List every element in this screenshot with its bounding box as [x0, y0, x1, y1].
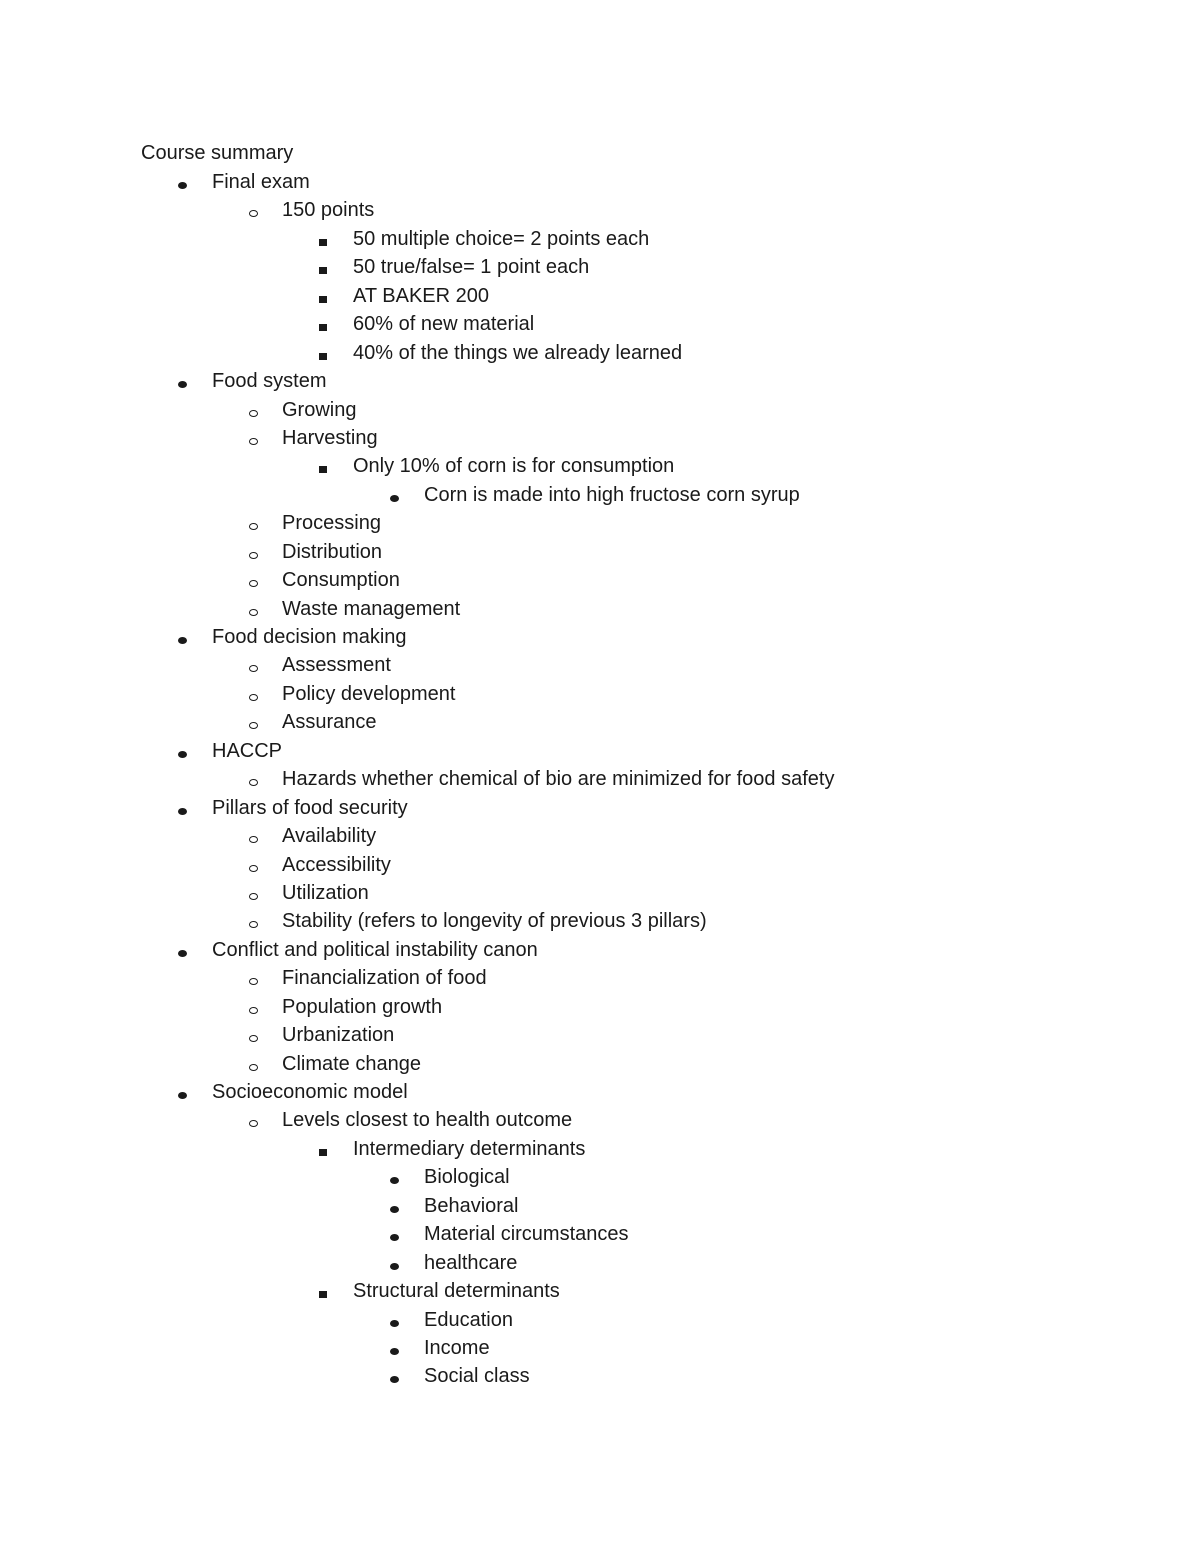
list-item [0, 568, 1200, 596]
list-item [0, 1023, 1200, 1051]
list-item [0, 1364, 1200, 1392]
list-item-text: Conflict and political instability canon [212, 938, 538, 961]
list-item [0, 198, 1200, 226]
hollow-bullet-icon [249, 722, 258, 729]
list-item-text: 50 true/false= 1 point each [353, 256, 590, 279]
hollow-bullet-icon [249, 978, 258, 985]
list-item-text: Climate change [282, 1052, 421, 1075]
list-item-text: Policy development [282, 682, 456, 705]
list-item [0, 710, 1200, 738]
list-item-text: Availability [282, 825, 377, 848]
list-item-text: Corn is made into high fructose corn syrup [424, 483, 800, 506]
list-item-text: Population growth [282, 995, 443, 1018]
list-item-text: Food system [212, 370, 327, 393]
list-item [0, 682, 1200, 710]
list-item [0, 597, 1200, 625]
list-item [0, 938, 1200, 966]
list-item-text: Hazards whether chemical of bio are minimized for food safety [282, 768, 835, 791]
list-item [0, 653, 1200, 681]
bullet-outline [0, 170, 1200, 1393]
hollow-bullet-icon [249, 921, 258, 928]
list-item-text: healthcare [424, 1251, 518, 1274]
hollow-bullet-icon [249, 210, 258, 217]
list-item [0, 625, 1200, 653]
list-item [0, 1108, 1200, 1136]
list-item-text: Pillars of food security [212, 796, 408, 819]
filled-bullet-icon [390, 1263, 399, 1270]
hollow-bullet-icon [249, 552, 258, 559]
filled-bullet-icon [390, 1234, 399, 1241]
hollow-bullet-icon [249, 1007, 258, 1014]
square-bullet-icon [319, 1149, 327, 1156]
list-item-text: Stability (refers to longevity of previous 3 pillars) [282, 910, 707, 933]
list-item [0, 1080, 1200, 1108]
list-item [0, 966, 1200, 994]
filled-bullet-icon [178, 751, 187, 758]
square-bullet-icon [319, 296, 327, 303]
hollow-bullet-icon [249, 523, 258, 530]
square-bullet-icon [319, 466, 327, 473]
list-item-text: Food decision making [212, 626, 407, 648]
filled-bullet-icon [390, 1320, 399, 1327]
list-item-text: Education [424, 1308, 513, 1331]
list-item [0, 995, 1200, 1023]
hollow-bullet-icon [249, 665, 258, 672]
square-bullet-icon [319, 239, 327, 246]
list-item-text: Behavioral [424, 1194, 519, 1217]
hollow-bullet-icon [249, 836, 258, 843]
list-item-text: Growing [282, 398, 357, 421]
list-item-text: Consumption [282, 569, 400, 592]
list-item-text: Income [424, 1336, 490, 1359]
filled-bullet-icon [178, 637, 187, 644]
list-item-text: Structural determinants [353, 1280, 560, 1303]
list-item-text: Intermediary determinants [353, 1137, 586, 1160]
square-bullet-icon [319, 1291, 327, 1298]
list-item [0, 483, 1200, 511]
filled-bullet-icon [178, 182, 187, 189]
list-item [0, 824, 1200, 852]
list-item [0, 739, 1200, 767]
list-item-text: Distribution [282, 540, 383, 563]
list-item [0, 1336, 1200, 1364]
list-item-text: 60% of new material [353, 313, 535, 336]
list-item [0, 454, 1200, 482]
list-item [0, 796, 1200, 824]
hollow-bullet-icon [249, 893, 258, 900]
list-item [0, 1137, 1200, 1165]
list-item-text: Final exam [212, 171, 310, 193]
list-item-text: Social class [424, 1365, 530, 1388]
filled-bullet-icon [390, 1206, 399, 1213]
filled-bullet-icon [178, 381, 187, 388]
list-item [0, 1052, 1200, 1080]
list-item [0, 1279, 1200, 1307]
list-item-text: Levels closest to health outcome [282, 1109, 573, 1132]
list-item [0, 341, 1200, 369]
list-item [0, 1165, 1200, 1193]
list-item-text: Material circumstances [424, 1223, 629, 1246]
list-item [0, 1194, 1200, 1222]
list-item-text: Only 10% of corn is for consumption [353, 455, 675, 478]
list-item [0, 1308, 1200, 1336]
list-item [0, 511, 1200, 539]
list-item-text: 40% of the things we already learned [353, 341, 683, 364]
square-bullet-icon [319, 353, 327, 360]
list-item [0, 853, 1200, 881]
hollow-bullet-icon [249, 865, 258, 872]
hollow-bullet-icon [249, 609, 258, 616]
list-item-text: AT BAKER 200 [353, 284, 489, 307]
filled-bullet-icon [178, 950, 187, 957]
hollow-bullet-icon [249, 580, 258, 587]
list-item-text: HACCP [212, 739, 283, 762]
list-item-text: Processing [282, 512, 381, 535]
filled-bullet-icon [390, 1348, 399, 1355]
hollow-bullet-icon [249, 1035, 258, 1042]
square-bullet-icon [319, 267, 327, 274]
filled-bullet-icon [390, 1376, 399, 1383]
list-item [0, 170, 1200, 198]
list-item-text: Utilization [282, 881, 369, 904]
list-item [0, 909, 1200, 937]
filled-bullet-icon [178, 808, 187, 815]
list-item-text: Waste management [282, 597, 461, 620]
hollow-bullet-icon [249, 410, 258, 417]
filled-bullet-icon [390, 495, 399, 502]
list-item [0, 369, 1200, 397]
hollow-bullet-icon [249, 438, 258, 445]
list-item-text: Accessibility [282, 853, 391, 876]
filled-bullet-icon [178, 1092, 187, 1099]
list-item [0, 881, 1200, 909]
hollow-bullet-icon [249, 1120, 258, 1127]
list-item-text: Assurance [282, 711, 377, 734]
hollow-bullet-icon [249, 694, 258, 701]
list-item [0, 1222, 1200, 1250]
document-title: Course summary [141, 142, 294, 164]
list-item [0, 312, 1200, 340]
list-item-text: Financialization of food [282, 967, 487, 990]
list-item-text: Socioeconomic model [212, 1081, 408, 1103]
list-item-text: 50 multiple choice= 2 points each [353, 227, 650, 250]
list-item [0, 1251, 1200, 1279]
list-item [0, 227, 1200, 255]
list-item-text: 150 points [282, 199, 375, 222]
list-item-text: Biological [424, 1166, 510, 1189]
list-item [0, 767, 1200, 795]
list-item [0, 255, 1200, 283]
list-item-text: Assessment [282, 654, 391, 677]
square-bullet-icon [319, 324, 327, 331]
hollow-bullet-icon [249, 1064, 258, 1071]
list-item-text: Harvesting [282, 426, 378, 449]
hollow-bullet-icon [249, 779, 258, 786]
list-item [0, 284, 1200, 312]
filled-bullet-icon [390, 1177, 399, 1184]
list-item-text: Urbanization [282, 1024, 395, 1047]
list-item [0, 540, 1200, 568]
list-item [0, 398, 1200, 426]
list-item [0, 426, 1200, 454]
